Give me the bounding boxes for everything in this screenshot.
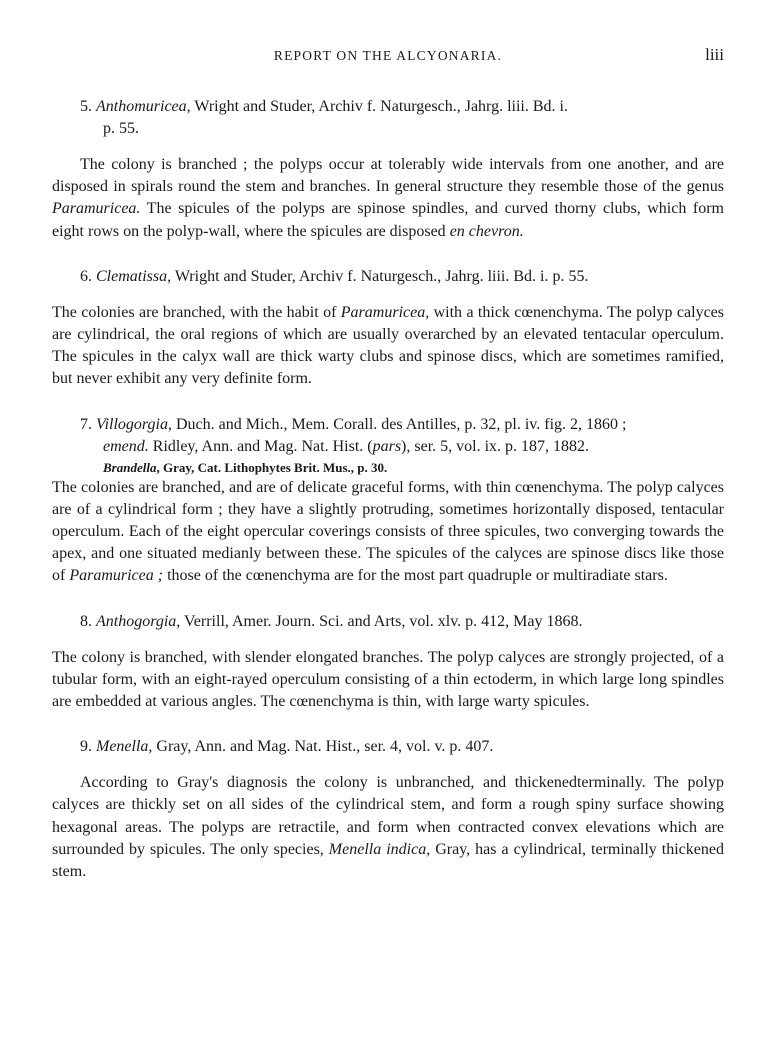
emend-label: emend. (103, 437, 149, 455)
genus-heading-7 (52, 414, 724, 458)
synonym-text: , Gray, Cat. Lithophytes Brit. Mus., p. 30. (156, 459, 388, 475)
genus-citation: , Wright and Studer, Archiv f. Naturgesch., Jahrg. liii. Bd. i. p. 55. (167, 267, 589, 285)
genus-number: 6. (80, 267, 92, 285)
genus-number: 5. (80, 98, 92, 115)
page-body (52, 96, 724, 883)
genus-citation: , Gray, Ann. and Mag. Nat. Hist., ser. 4, vol. v. p. 407. (148, 738, 494, 756)
description-text: The colonies are branched, and are of delicate graceful forms, with thin cœnenchyma. The polyp calyces are of a cylindrical form ; they have a slightly protruding, sometimes horizontally disposed, tentacular operculum. Each of the eight opercular coverings consists of three spicules, two converging towards the apex, and one situated medianly between these. The spicules of the calyces are spinose discs like those of (52, 478, 724, 585)
synonym-genus: Brandella (103, 459, 157, 475)
description-6 (52, 302, 724, 391)
emend-text: Ridley, Ann. and Mag. Nat. Hist. ( (148, 437, 373, 455)
description-7 (52, 477, 724, 588)
description-8 (52, 647, 724, 714)
genus-citation: , Verrill, Amer. Journ. Sci. and Arts, vol. xlv. p. 412, May 1868. (176, 612, 583, 630)
emend-pars: pars (372, 437, 402, 455)
genus-name: Menella (96, 738, 149, 756)
description-italic: en chevron. (449, 222, 524, 240)
genus-name: Clematissa (96, 267, 168, 285)
genus-citation: , Duch. and Mich., Mem. Corall. des Antilles, p. 32, pl. iv. fig. 2, 1860 ; (168, 415, 627, 433)
genus-number: 9. (80, 738, 92, 756)
genus-citation-cont: p. 55. (103, 120, 139, 137)
genus-synonym (80, 458, 724, 477)
genus-heading-9 (52, 736, 724, 758)
genus-heading-5 (52, 96, 724, 140)
description-text: According to Gray's diagnosis the colony is unbranched, and thickenedterminally. The polyp calyces are thickly set on all sides of the cylindrical stem, and form a rough spiny surface showing hexagonal areas. The polyps are retractile, and form when contracted convex elevations which are surrounded by spicules. The only species, (52, 774, 724, 858)
description-italic: Paramuricea, (340, 303, 430, 321)
description-italic: Paramuricea ; (69, 567, 164, 585)
description-5 (52, 154, 724, 243)
genus-citation: , Wright and Studer, Archiv f. Naturgesch., Jahrg. liii. Bd. i. (186, 98, 568, 115)
description-text: Gray, has a cylindrical, terminally thickened stem. (52, 840, 724, 881)
genus-number: 7. (80, 415, 92, 433)
genus-heading-8 (52, 611, 724, 633)
description-italic: Menella indica, (328, 840, 431, 858)
description-italic: Paramuricea. (52, 200, 141, 218)
genus-name: Anthogorgia (96, 612, 177, 630)
emend-text: ), ser. 5, vol. ix. p. 187, 1882. (401, 437, 590, 455)
description-text: with a thick cœnenchyma. The polyp calyces are cylindrical, the oral regions of which are usually overarched by an elevated tentacular operculum. The spicules in the calyx wall are thick warty clubs and spinose discs, which are sometimes ramified, but never exhibit any very definite form. (52, 303, 724, 388)
running-header (0, 44, 776, 68)
genus-name: Villogorgia (96, 415, 168, 433)
genus-emendation (80, 436, 724, 458)
description-9 (52, 772, 724, 883)
description-text: The colony is branched ; the polyps occur at tolerably wide intervals from one another, and are disposed in spirals round the stem and branches. In general structure they resemble those of the genus (52, 156, 724, 196)
description-text: The colonies are branched, with the habit of (52, 303, 341, 321)
page-number: liii (705, 45, 724, 64)
description-text: those of the cœnenchyma are for the most part quadruple or multiradiate stars. (163, 567, 668, 585)
description-text: The spicules of the polyps are spinose spindles, and curved thorny clubs, which form eight rows on the polyp-wall, where the spicules are disposed (52, 200, 724, 240)
genus-name: Anthomuricea (96, 98, 187, 115)
genus-heading-6 (52, 266, 724, 288)
genus-number: 8. (80, 612, 92, 630)
description-text: The colony is branched, with slender elongated branches. The polyp calyces are strongly projected, of a tubular form, with an eight-rayed operculum consisting of a thin ectoderm, in which large long spindles are embedded at various angles. The cœnenchyma is thin, with large warty spicules. (52, 648, 724, 711)
running-title: REPORT ON THE ALCYONARIA. (273, 48, 503, 63)
